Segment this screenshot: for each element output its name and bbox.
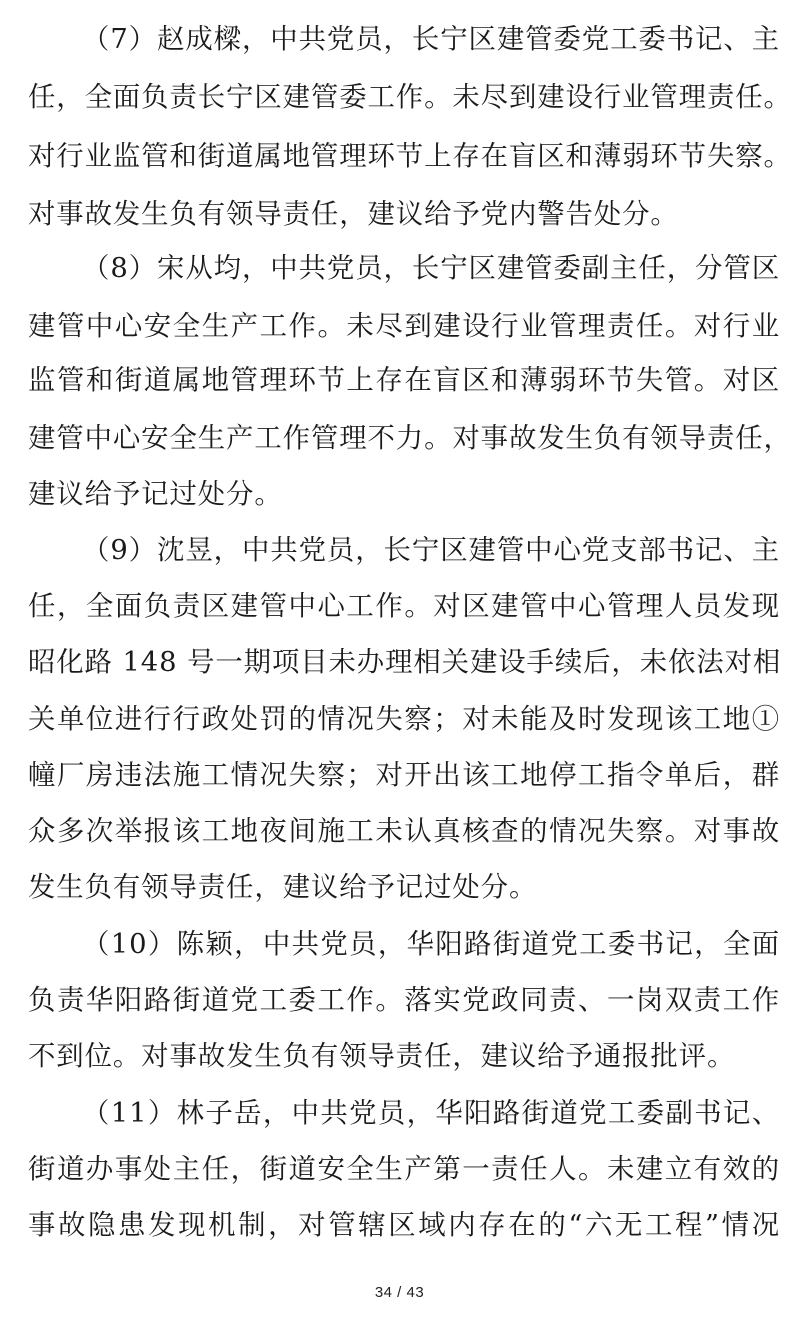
para-8-line-2: 建管中心安全生产工作。未尽到建设行业管理责任。对行业 bbox=[28, 311, 780, 342]
para-7-line-4: 对事故发生负有领导责任，建议给予党内警告处分。 bbox=[28, 199, 679, 230]
para-10-line-1: （10）陈颖，中共党员，华阳路街道党工委书记，全面 bbox=[82, 929, 780, 960]
para-9-line-5: 幢厂房违法施工情况失察；对开出该工地停工指令单后，群 bbox=[28, 760, 780, 791]
para-9-line-3: 昭化路 148 号一期项目未办理相关建设手续后，未依法对相 bbox=[28, 647, 782, 678]
para-10-line-2: 负责华阳路街道党工委工作。落实党政同责、一岗双责工作 bbox=[28, 985, 780, 1016]
para-11-line-1: （11）林子岳，中共党员，华阳路街道党工委副书记、 bbox=[82, 1098, 780, 1129]
page-number: 34 / 43 bbox=[374, 1284, 425, 1301]
para-7-line-3: 对行业监管和街道属地管理环节上存在盲区和薄弱环节失察。 bbox=[28, 141, 792, 172]
para-7-line-1: （7）赵成樑，中共党员，长宁区建管委党工委书记、主 bbox=[82, 24, 780, 55]
para-8-line-4: 建管中心安全生产工作管理不力。对事故发生负有领导责任， bbox=[28, 423, 792, 454]
para-9-line-4: 关单位进行行政处罚的情况失察；对未能及时发现该工地① bbox=[28, 704, 780, 735]
para-10-line-3: 不到位。对事故发生负有领导责任，建议给予通报批评。 bbox=[28, 1041, 736, 1072]
para-8-line-3: 监管和街道属地管理环节上存在盲区和薄弱环节失管。对区 bbox=[28, 365, 780, 396]
para-11-line-3: 事故隐患发现机制，对管辖区域内存在的“六无工程”情况 bbox=[28, 1210, 780, 1241]
para-9-line-2: 任，全面负责区建管中心工作。对区建管中心管理人员发现 bbox=[28, 591, 780, 622]
para-9-line-6: 众多次举报该工地夜间施工未认真核查的情况失察。对事故 bbox=[28, 816, 780, 847]
para-11-line-2: 街道办事处主任，街道安全生产第一责任人。未建立有效的 bbox=[28, 1154, 780, 1185]
para-9-line-7: 发生负有领导责任，建议给予记过处分。 bbox=[28, 872, 538, 903]
para-8-line-5: 建议给予记过处分。 bbox=[28, 479, 283, 510]
para-7-line-2: 任，全面负责长宁区建管委工作。未尽到建设行业管理责任。 bbox=[28, 82, 792, 113]
para-8-line-1: （8）宋从均，中共党员，长宁区建管委副主任，分管区 bbox=[82, 253, 780, 284]
para-9-line-1: （9）沈昱，中共党员，长宁区建管中心党支部书记、主 bbox=[82, 535, 780, 566]
